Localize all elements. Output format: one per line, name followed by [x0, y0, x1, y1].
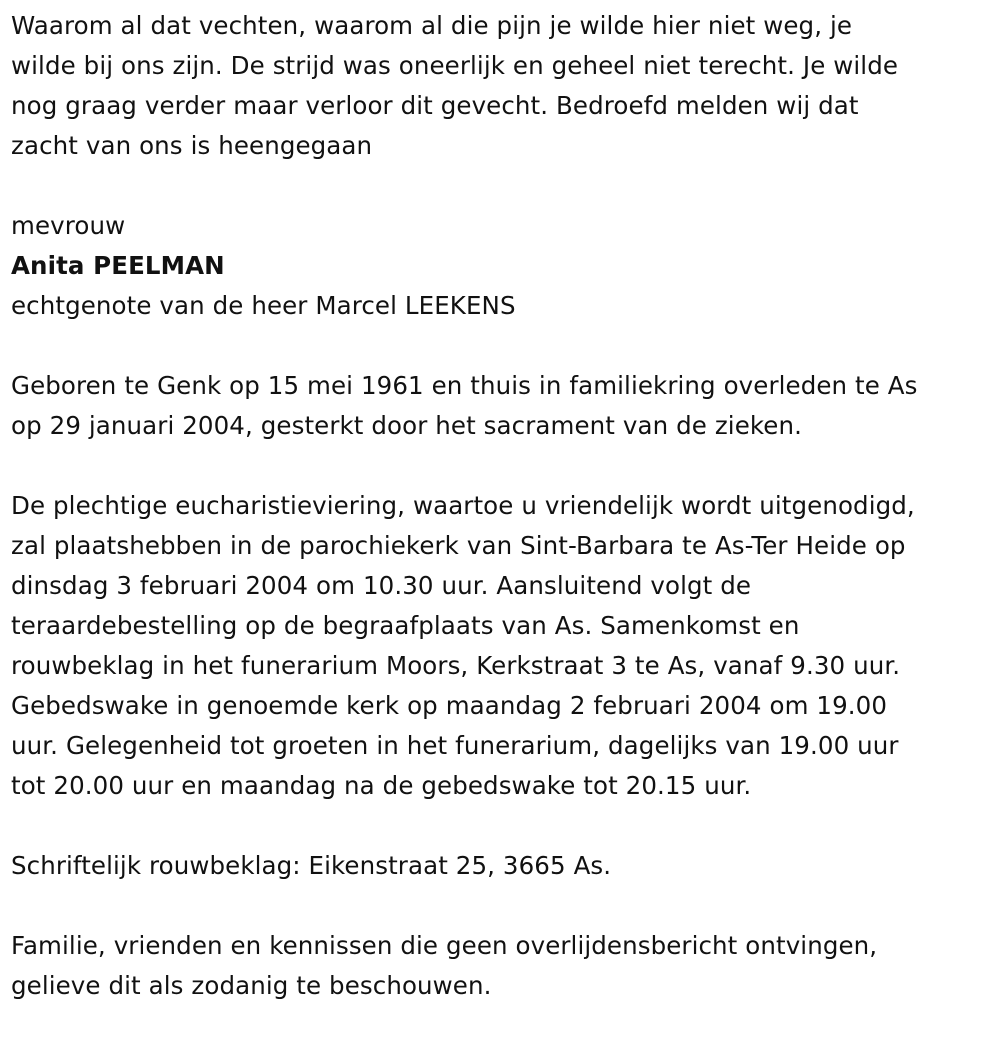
- spacer: [11, 326, 991, 366]
- spacer: [11, 806, 991, 846]
- spacer: [11, 886, 991, 926]
- condolence-address: Schriftelijk rouwbeklag: Eikenstraat 25, 3665 As.: [11, 851, 612, 880]
- spouse-line: echtgenote van de heer Marcel LEEKENS: [11, 291, 516, 320]
- deceased-name: Anita PEELMAN: [11, 251, 225, 280]
- intro-paragraph: Waarom al dat vechten, waarom al die pijn je wilde hier niet weg, je wilde bij ons zijn. De strijd was oneerlijk en geheel niet terecht. Je wilde nog graag verder maar verloor dit gevecht. Bedroefd melden wij dat zacht van ons is heengegaan: [11, 11, 899, 160]
- spacer: [11, 446, 991, 486]
- spacer: [11, 166, 991, 206]
- ceremony-paragraph: De plechtige eucharistieviering, waartoe u vriendelijk wordt uitgenodigd, zal plaatshebben in de parochiekerk van Sint-Barbara te As-Ter Heide op dinsdag 3 februari 2004 om 10.30 uur. Aansluitend volgt de teraardebestelling op de begraafplaats van As. Samenkomst en rouwbeklag in het funerarium Moors, Kerkstraat 3 te As, vanaf 9.30 uur. Gebedswake in genoemde kerk op maandag 2 februari 2004 om 19.00 uur. Gelegenheid tot groeten in het funerarium, dagelijks van 19.00 uur tot 20.00 uur en maandag na de gebedswake tot 20.15 uur.: [11, 491, 915, 800]
- honorific: mevrouw: [11, 211, 126, 240]
- birth-death-paragraph: Geboren te Genk op 15 mei 1961 en thuis in familiekring overleden te As op 29 januari 2004, gesterkt door het sacrament van de zieken.: [11, 371, 918, 440]
- closing-note: Familie, vrienden en kennissen die geen overlijdensbericht ontvingen, gelieve dit als zodanig te beschouwen.: [11, 931, 878, 1000]
- obituary-notice: [11, 6, 991, 1006]
